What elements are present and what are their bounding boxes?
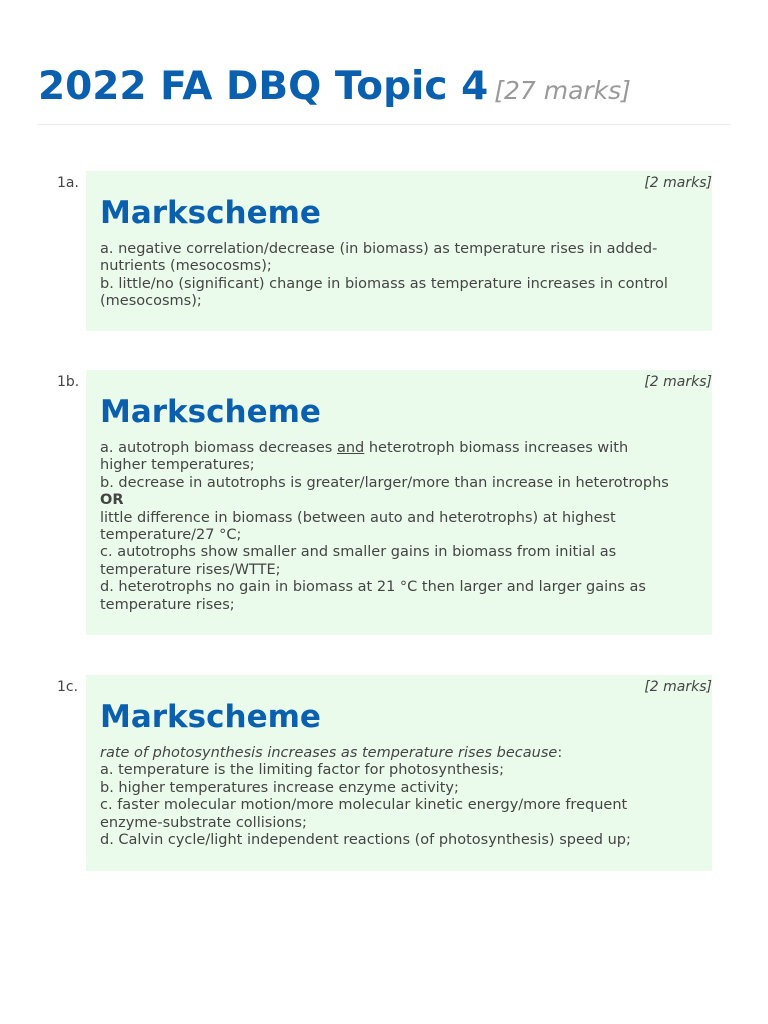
markscheme-body — [100, 745, 698, 849]
markscheme-line: a. negative correlation/decrease (in biomass) as temperature rises in added- — [100, 241, 658, 257]
question-marks: [2 marks] — [644, 374, 712, 390]
markscheme-line: b. higher temperatures increase enzyme activity; — [100, 779, 459, 796]
question-marks: [2 marks] — [644, 679, 712, 695]
markscheme-line: temperature/27 °C; — [100, 527, 242, 544]
page-title — [38, 62, 730, 116]
markscheme-box — [86, 171, 712, 331]
question-number: 1c. — [57, 679, 79, 695]
markscheme-box — [86, 370, 712, 635]
question-number: 1a. — [57, 175, 79, 191]
markscheme-line: higher temperatures; — [100, 457, 255, 474]
markscheme-line: a. temperature is the limiting factor for photosynthesis; — [100, 762, 504, 779]
line-text: a. autotroph biomass decreases — [100, 440, 337, 456]
markscheme-box — [86, 675, 712, 871]
markscheme-line: b. decrease in autotrophs is greater/larger/more than increase in heterotrophs — [100, 474, 669, 491]
markscheme-line: enzyme-substrate collisions; — [100, 814, 307, 831]
markscheme-line: c. faster molecular motion/more molecular kinetic energy/more frequent — [100, 797, 628, 814]
page-header — [38, 62, 730, 125]
markscheme-intro — [100, 745, 698, 762]
markscheme-line: d. heterotrophs no gain in biomass at 21 °C then larger and larger gains as — [100, 579, 646, 596]
intro-text: rate of photosynthesis increases as temperature rises because — [100, 745, 558, 761]
markscheme-heading: Markscheme — [100, 699, 321, 735]
title-text: 2022 FA DBQ Topic 4 — [38, 64, 489, 109]
total-marks: [27 marks] — [494, 76, 631, 105]
question-number: 1b. — [57, 374, 80, 390]
markscheme-line: temperature rises/WTTE; — [100, 561, 281, 578]
intro-colon: : — [557, 745, 563, 761]
markscheme-body — [100, 440, 698, 614]
or-separator: OR — [100, 492, 124, 509]
underlined-word: and — [336, 440, 365, 456]
markscheme-line: temperature rises; — [100, 596, 235, 613]
markscheme-line — [100, 440, 698, 457]
markscheme-line: (mesocosms); — [100, 293, 202, 310]
markscheme-line: d. Calvin cycle/light independent reactions (of photosynthesis) speed up; — [100, 832, 631, 849]
markscheme-line: nutrients (mesocosms); — [100, 258, 272, 275]
markscheme-body — [100, 241, 698, 311]
markscheme-heading: Markscheme — [100, 394, 321, 430]
markscheme-line: c. autotrophs show smaller and smaller gains in biomass from initial as — [100, 544, 617, 561]
markscheme-heading: Markscheme — [100, 195, 321, 231]
markscheme-line: little difference in biomass (between auto and heterotrophs) at highest — [100, 509, 616, 526]
markscheme-line: b. little/no (significant) change in biomass as temperature increases in control — [100, 275, 668, 292]
line-text: heterotroph biomass increases with — [364, 440, 629, 456]
question-marks: [2 marks] — [644, 175, 712, 191]
